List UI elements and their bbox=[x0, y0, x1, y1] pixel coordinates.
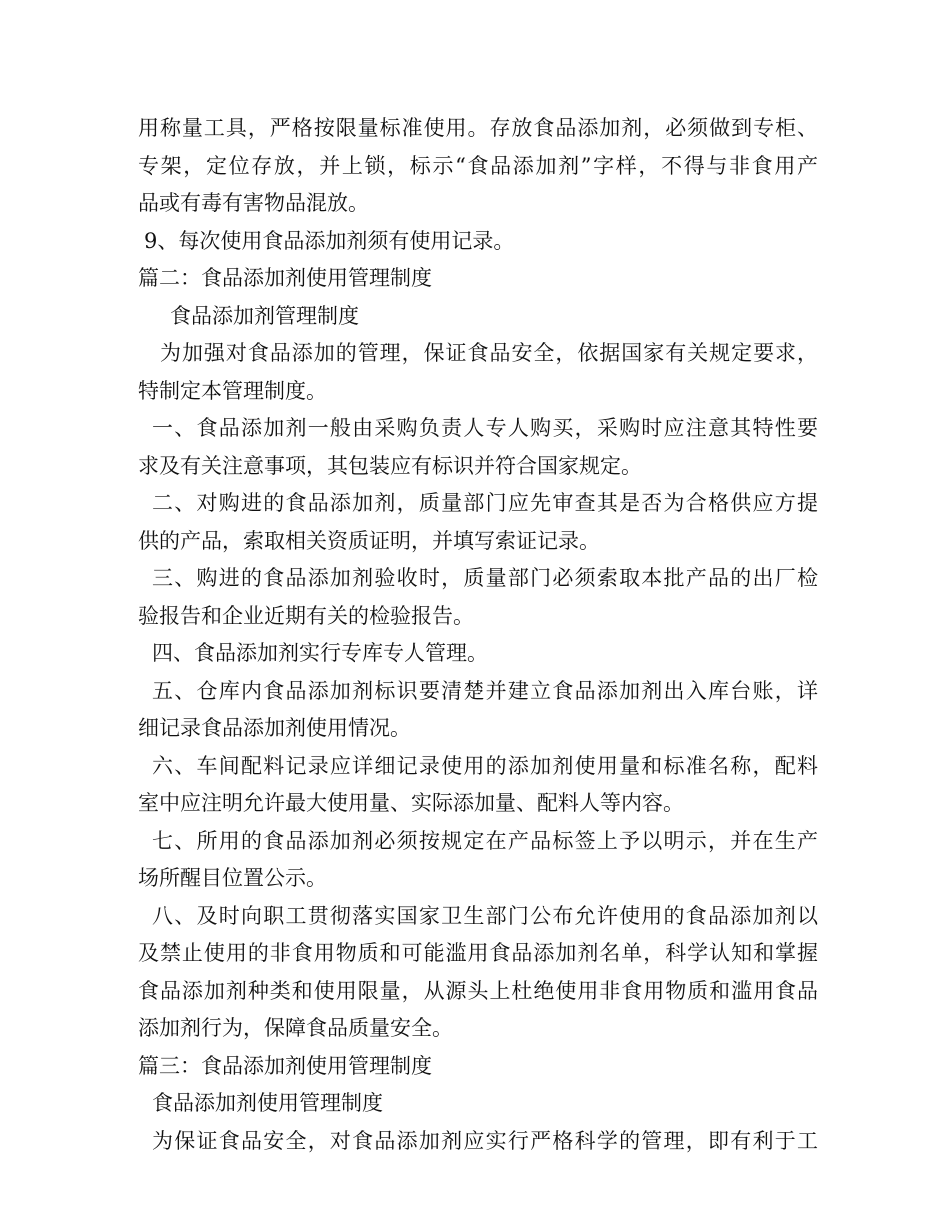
list-item-1: 一、食品添加剂一般由采购负责人专人购买，采购时应注意其特性要 bbox=[152, 416, 818, 440]
list-item-9: 9、每次使用食品添加剂须有使用记录。 bbox=[144, 228, 515, 253]
text-line: 细记录食品添加剂使用情况。 bbox=[138, 716, 411, 740]
list-item-6: 六、车间配料记录应详细记录使用的添加剂使用量和标准名称，配料 bbox=[152, 753, 818, 778]
text-line: 求及有关注意事项，其包装应有标识并符合国家规定。 bbox=[138, 453, 642, 478]
subheading: 食品添加剂管理制度 bbox=[170, 303, 359, 328]
text-line: 专架，定位存放，并上锁，标示“食品添加剂”字样，不得与非食用产 bbox=[138, 153, 818, 178]
section-heading-3: 篇三：食品添加剂使用管理制度 bbox=[138, 1053, 432, 1078]
text-line: 供的产品，索取相关资质证明，并填写索证记录。 bbox=[138, 528, 600, 553]
document-body bbox=[138, 110, 818, 1160]
list-item-2: 二、对购进的食品添加剂，质量部门应先审查其是否为合格供应方提 bbox=[152, 491, 818, 515]
list-item-7: 七、所用的食品添加剂必须按规定在产品标签上予以明示，并在生产 bbox=[152, 828, 818, 853]
text-line: 添加剂行为，保障食品质量安全。 bbox=[138, 1016, 453, 1040]
paragraph-line: 为加强对食品添加的管理，保证食品安全，依据国家有关规定要求， bbox=[160, 341, 818, 365]
text-line: 品或有毒有害物品混放。 bbox=[138, 191, 369, 215]
text-line: 食品添加剂种类和使用限量，从源头上杜绝使用非食用物质和滥用食品 bbox=[138, 978, 818, 1003]
text-line: 及禁止使用的非食用物质和可能滥用食品添加剂名单，科学认知和掌握 bbox=[138, 941, 818, 965]
paragraph-line: 特制定本管理制度。 bbox=[138, 378, 327, 403]
text-line: 场所醒目位置公示。 bbox=[138, 866, 327, 890]
text-line: 室中应注明允许最大使用量、实际添加量、配料人等内容。 bbox=[138, 791, 684, 815]
section-heading-2: 篇二：食品添加剂使用管理制度 bbox=[138, 266, 432, 290]
list-item-3: 三、购进的食品添加剂验收时，质量部门必须索取本批产品的出厂检 bbox=[152, 566, 818, 590]
subheading: 食品添加剂使用管理制度 bbox=[152, 1091, 383, 1115]
list-item-4: 四、食品添加剂实行专库专人管理。 bbox=[152, 641, 488, 665]
paragraph-line: 为保证食品安全，对食品添加剂应实行严格科学的管理，即有利于工 bbox=[152, 1128, 818, 1153]
list-item-8: 八、及时向职工贯彻落实国家卫生部门公布允许使用的食品添加剂以 bbox=[152, 903, 818, 928]
list-item-5: 五、仓库内食品添加剂标识要清楚并建立食品添加剂出入库台账，详 bbox=[152, 678, 818, 703]
text-line: 用称量工具，严格按限量标准使用。存放食品添加剂，必须做到专柜、 bbox=[138, 116, 818, 140]
text-line: 验报告和企业近期有关的检验报告。 bbox=[138, 603, 474, 628]
